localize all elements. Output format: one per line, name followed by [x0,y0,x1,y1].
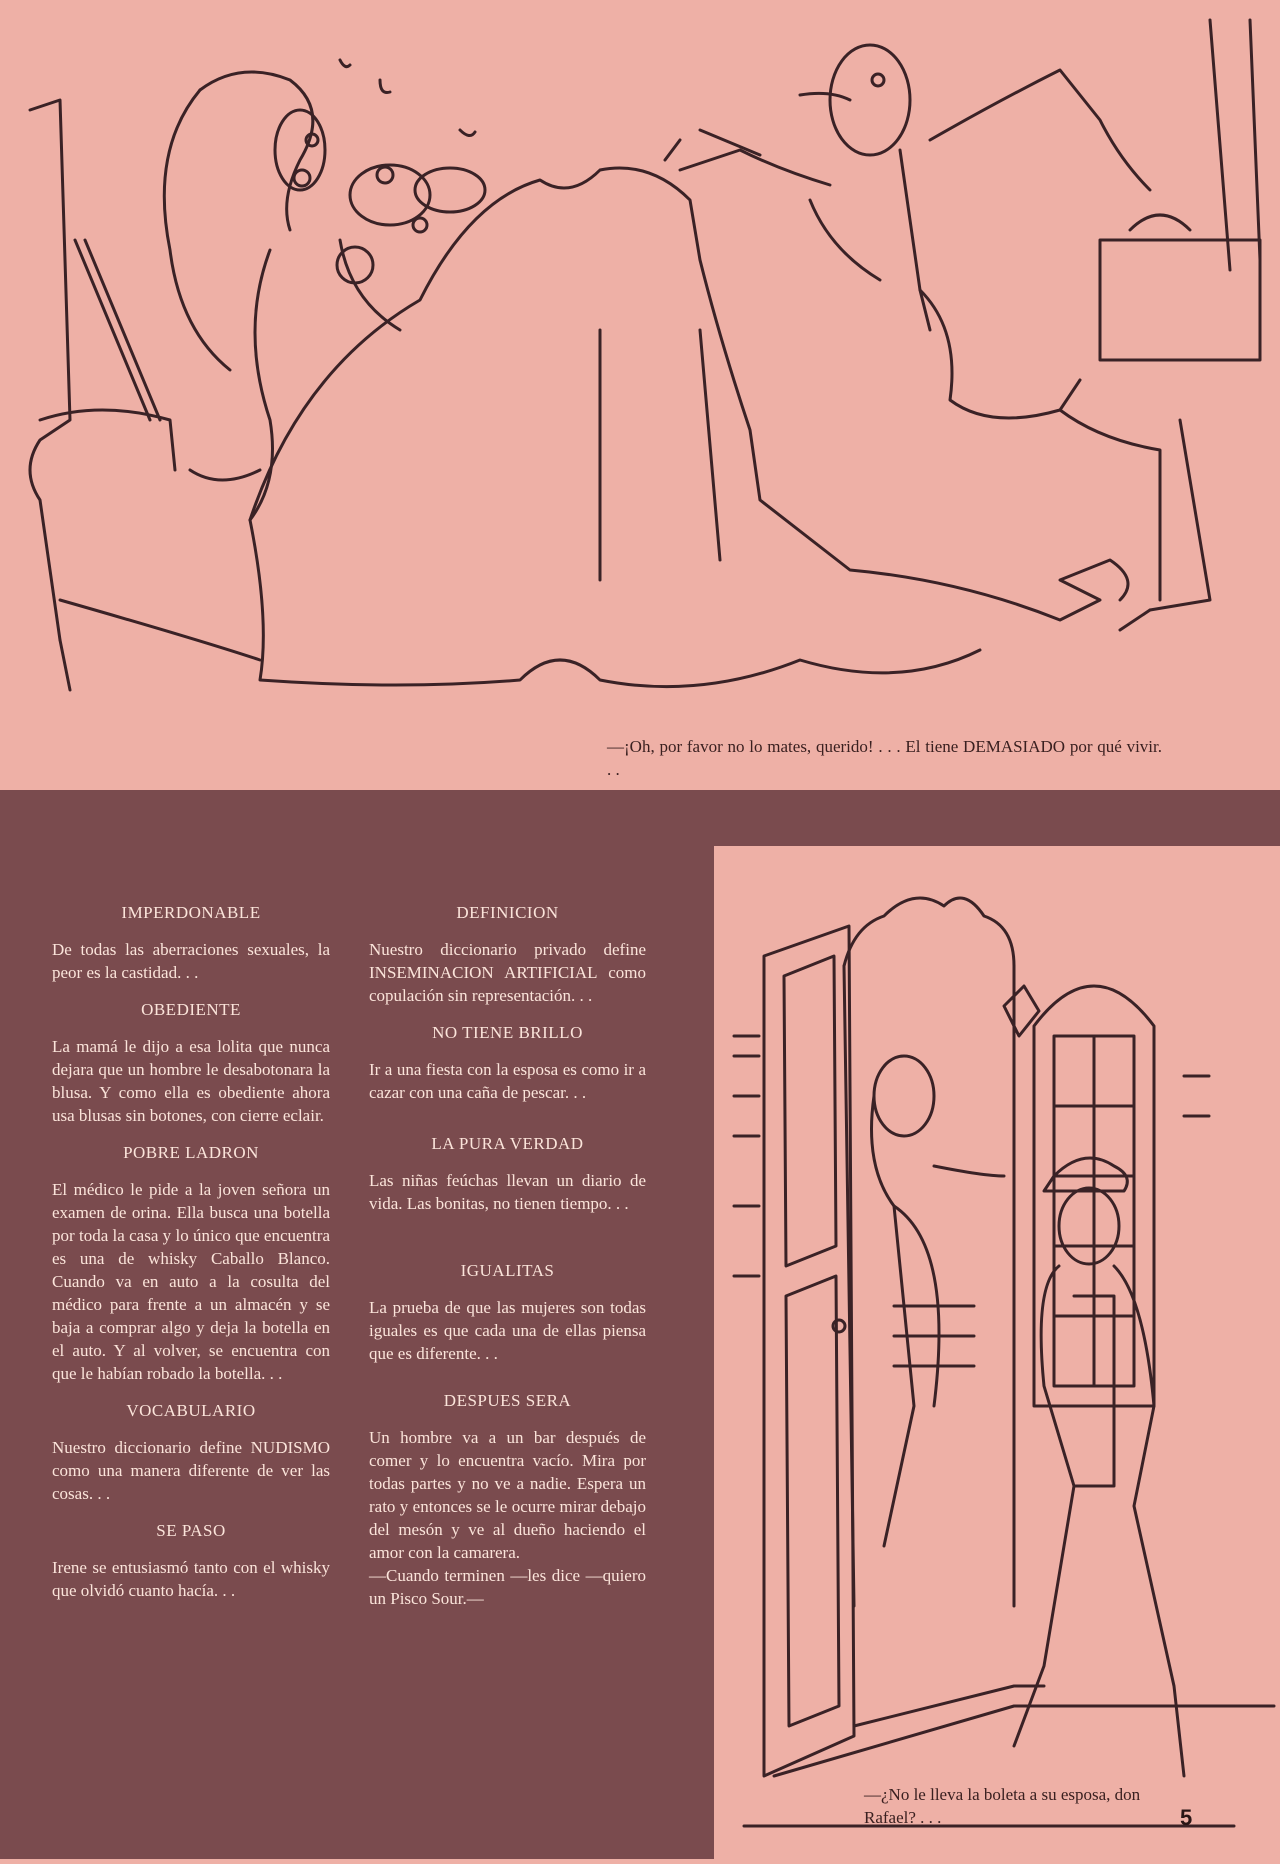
joke-title: DESPUES SERA [443,1391,572,1410]
joke-title: OBEDIENTE [141,1000,241,1019]
joke-text: La prueba de que las mujeres son todas iguales es que cada una de ellas piensa que es diferente. . . [369,1298,646,1363]
joke-section [52,1399,330,1505]
joke-title: IGUALITAS [460,1261,555,1280]
joke-text: Las niñas feúchas llevan un diario de vida. Las bonitas, no tienen tiempo. . . [369,1171,646,1213]
joke-section [52,1141,330,1385]
joke-title: VOCABULARIO [126,1401,256,1420]
joke-title: POBRE LADRON [123,1143,259,1162]
joke-text: Nuestro diccionario privado define INSEMINACION ARTIFICIAL como copulación sin representación. . . [369,940,646,1005]
joke-text: Irene se entusiasmó tanto con el whisky que olvidó cuanto hacía. . . [52,1558,330,1600]
doorway-cartoon-panel [714,846,1280,1859]
doorway-cartoon-illustration [714,846,1280,1859]
joke-section [52,998,330,1127]
joke-title: SE PASO [156,1521,226,1540]
joke-section [52,901,330,984]
joke-text: El médico le pide a la joven señora un examen de orina. Ella busca una botella por toda la casa y lo único que encuentra es una de whisky Caballo Blanco. Cuando va en auto a la cosulta del médico para frente a un almacén y se baja a comprar algo y deja la botella en el auto. Y al volver, se encuentra con que le habían robado la botella. . . [52,1180,330,1383]
joke-section [369,1132,646,1215]
jokes-column-middle [369,901,646,1624]
joke-section [369,1259,646,1365]
page-number: 5 [1180,1805,1193,1830]
joke-section [369,1389,646,1610]
joke-title: DEFINICION [456,903,559,922]
joke-title: LA PURA VERDAD [431,1134,584,1153]
jokes-column-left [52,901,330,1616]
joke-text: La mamá le dijo a esa lolita que nunca dejara que un hombre le desabotonara la blusa. Y como ella es obediente ahora usa blusas sin botones, con cierre eclair. [52,1037,330,1125]
joke-section [369,1021,646,1104]
top-cartoon-caption: —¡Oh, por favor no lo mates, querido! . . . El tiene DEMASIADO por qué vivir. . . [607,737,1162,779]
joke-section [52,1519,330,1602]
joke-text: Un hombre va a un bar después de comer y lo encuentra vacío. Mira por todas partes y no ve a nadie. Espera un rato y entonces se le ocurre mirar debajo del mesón y ve al dueño haciendo el amor con la camarera. —Cuando terminen —les dice —quiero un Pisco Sour.— [369,1428,646,1608]
joke-section [369,901,646,1007]
joke-title: NO TIENE BRILLO [432,1023,583,1042]
joke-title: IMPERDONABLE [121,903,261,922]
bottom-cartoon-caption: —¿No le lleva la boleta a su esposa, don Rafael? . . . [864,1785,1141,1827]
bedroom-cartoon-illustration [0,0,1280,800]
joke-text: Nuestro diccionario define NUDISMO como una manera diferente de ver las cosas. . . [52,1438,330,1503]
joke-text: Ir a una fiesta con la esposa es como ir a cazar con una caña de pescar. . . [369,1060,646,1102]
joke-text: De todas las aberraciones sexuales, la peor es la castidad. . . [52,940,330,982]
